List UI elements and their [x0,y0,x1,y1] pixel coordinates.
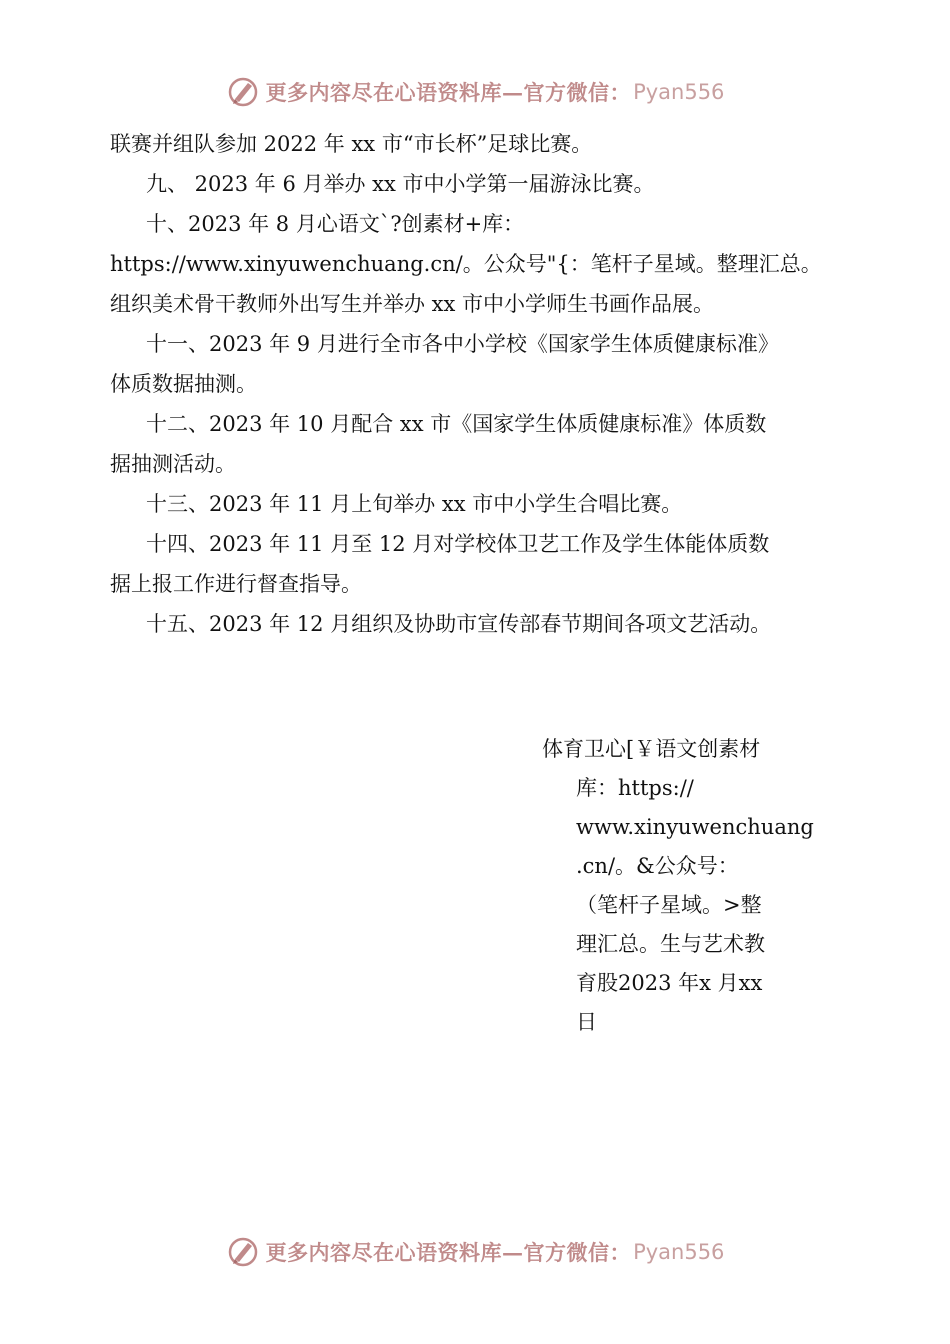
signature-line: .cn/。&公众号： [576,854,739,878]
signature-line: www.xinyuwenchuang [576,815,814,839]
signature-line: 理汇总。生与艺术教 [576,932,765,956]
body-line: 十四、2023 年 11 月至 12 月对学校体卫艺工作及学生体能体质数 [146,532,770,556]
body-line: https://www.xinyuwenchuang.cn/。公众号"{：笔杆子星域。整理汇总。 [110,252,822,276]
banner-wechat-id: Pyan556 [633,80,725,104]
body-line: 九、 2023 年 6 月举办 xx 市中小学第一届游泳比赛。 [146,172,655,196]
body-line: 据上报工作进行督查指导。 [110,572,362,596]
document-body [110,124,870,644]
body-line: 十二、2023 年 10 月配合 xx 市《国家学生体质健康标准》体质数 [146,412,767,436]
body-line: 十三、2023 年 11 月上旬举办 xx 市中小学生合唱比赛。 [146,492,683,516]
pen-logo-icon [226,1235,260,1269]
signature-line: （笔杆子星域。>整 [576,893,762,917]
signature-line: 日 [576,1010,597,1034]
pen-logo-icon [226,75,260,109]
body-line: 十一、2023 年 9 月进行全市各中小学校《国家学生体质健康标准》 [146,332,779,356]
banner-text: 更多内容尽在心语资料库—官方微信： [265,1240,632,1265]
signature-line: 库：https:// [576,776,694,800]
banner-text: 更多内容尽在心语资料库—官方微信： [265,80,632,105]
body-line: 组织美术骨干教师外出写生并举办 xx 市中小学师生书画作品展。 [110,292,715,316]
body-line: 据抽测活动。 [110,452,236,476]
banner-wechat-id: Pyan556 [633,1240,725,1264]
body-line: 体质数据抽测。 [110,372,257,396]
footer-banner [0,1232,950,1272]
signature-line: 体育卫心[￥语文创素材 [542,737,761,761]
body-line: 十、2023 年 8 月心语文`?创素材+库： [146,212,525,236]
signature-block [542,730,812,1042]
signature-line: 育股2023 年x 月xx [576,971,763,995]
body-line: 十五、2023 年 12 月组织及协助市宣传部春节期间各项文艺活动。 [146,612,772,636]
body-line: 联赛并组队参加 2022 年 xx 市“市长杯”足球比赛。 [110,132,593,156]
header-banner [0,72,950,112]
